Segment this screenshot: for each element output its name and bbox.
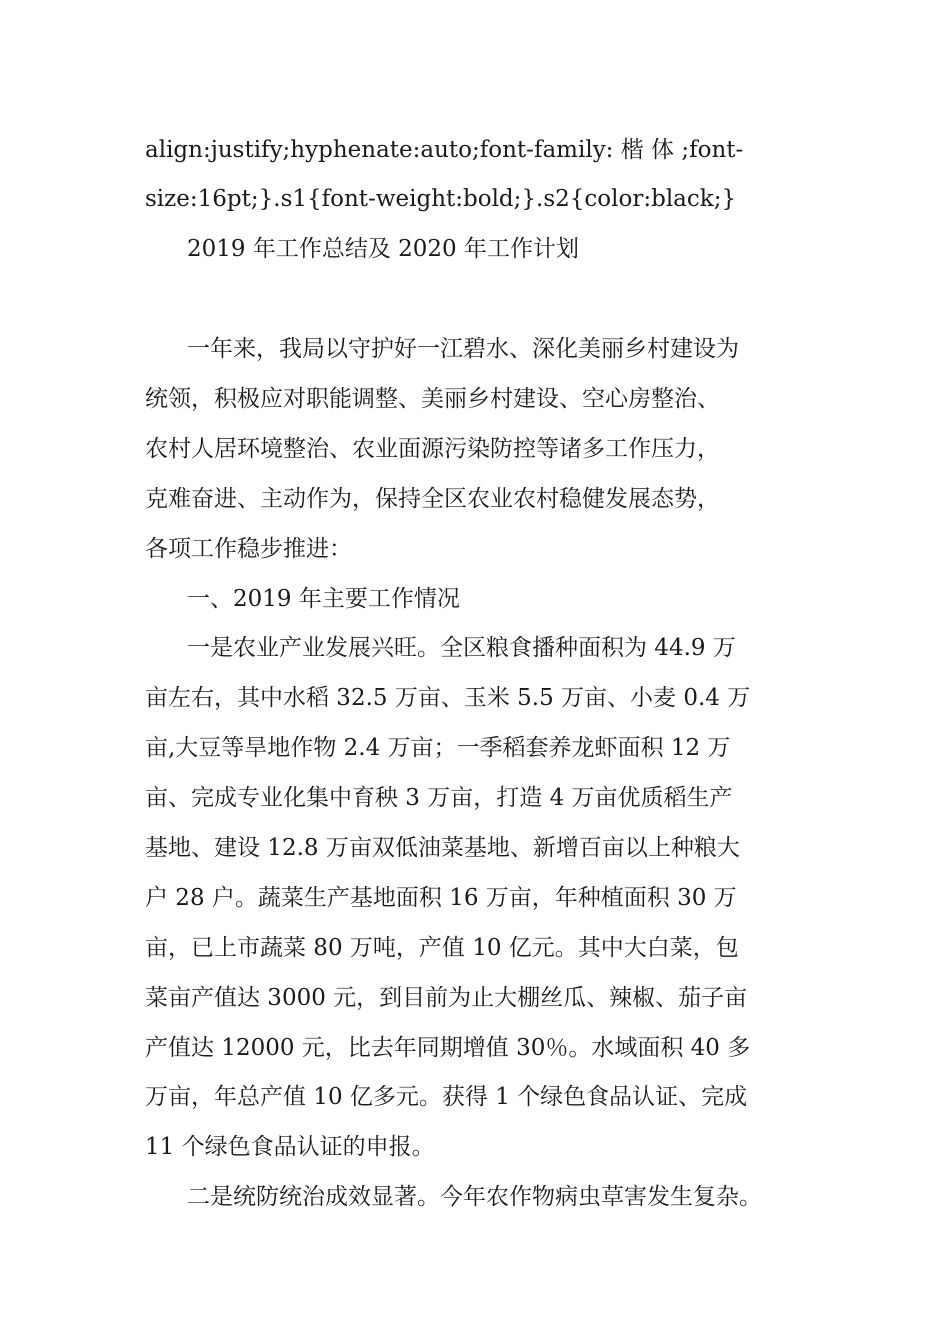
paragraph1-line-5: 基地、建设 12.8 万亩双低油菜基地、新增百亩以上种粮大 xyxy=(145,835,740,861)
paragraph1-line-7: 亩，已上市蔬菜 80 万吨，产值 10 亿元。其中大白菜，包 xyxy=(145,935,739,961)
paragraph1-line-1: 一是农业产业发展兴旺。全区粮食播种面积为 44.9 万 xyxy=(187,635,736,661)
paragraph1-line-8: 菜亩产值达 3000 元，到目前为止大棚丝瓜、辣椒、茄子亩 xyxy=(145,985,748,1011)
paragraph1-line-6: 户 28 户。蔬菜生产基地面积 16 万亩，年种植面积 30 万 xyxy=(145,885,737,911)
paragraph1-line-4: 亩、完成专业化集中育秧 3 万亩，打造 4 万亩优质稻生产 xyxy=(145,785,733,811)
intro-line-1: 一年来，我局以守护好一江碧水、深化美丽乡村建设为 xyxy=(187,336,739,362)
paragraph1-line-11: 11 个绿色食品认证的申报。 xyxy=(145,1134,435,1160)
paragraph1-line-10: 万亩，年总产值 10 亿多元。获得 1 个绿色食品认证、完成 xyxy=(145,1084,748,1110)
document-title: 2019 年工作总结及 2020 年工作计划 xyxy=(187,236,579,262)
intro-line-2: 统领，积极应对职能调整、美丽乡村建设、空心房整治、 xyxy=(145,386,720,412)
paragraph2-line-1: 二是统防统治成效显著。今年农作物病虫草害发生复杂。 xyxy=(187,1184,762,1210)
intro-line-4: 克难奋进、主动作为，保持全区农业农村稳健发展态势， xyxy=(145,486,720,512)
paragraph1-line-3: 亩,大豆等旱地作物 2.4 万亩；一季稻套养龙虾面积 12 万 xyxy=(145,735,731,761)
section-heading: 一、2019 年主要工作情况 xyxy=(187,586,460,612)
css-residue-line-2: size:16pt;}.s1{font-weight:bold;}.s2{color:black;} xyxy=(145,186,737,212)
css-residue-line-1: align:justify;hyphenate:auto;font-family: 楷 体 ;font- xyxy=(145,137,744,163)
paragraph1-line-2: 亩左右，其中水稻 32.5 万亩、玉米 5.5 万亩、小麦 0.4 万 xyxy=(145,685,751,711)
intro-line-5: 各项工作稳步推进： xyxy=(145,536,352,562)
paragraph1-line-9: 产值达 12000 元，比去年同期增值 30％。水域面积 40 多 xyxy=(145,1035,751,1061)
intro-line-3: 农村人居环境整治、农业面源污染防控等诸多工作压力， xyxy=(145,436,720,462)
